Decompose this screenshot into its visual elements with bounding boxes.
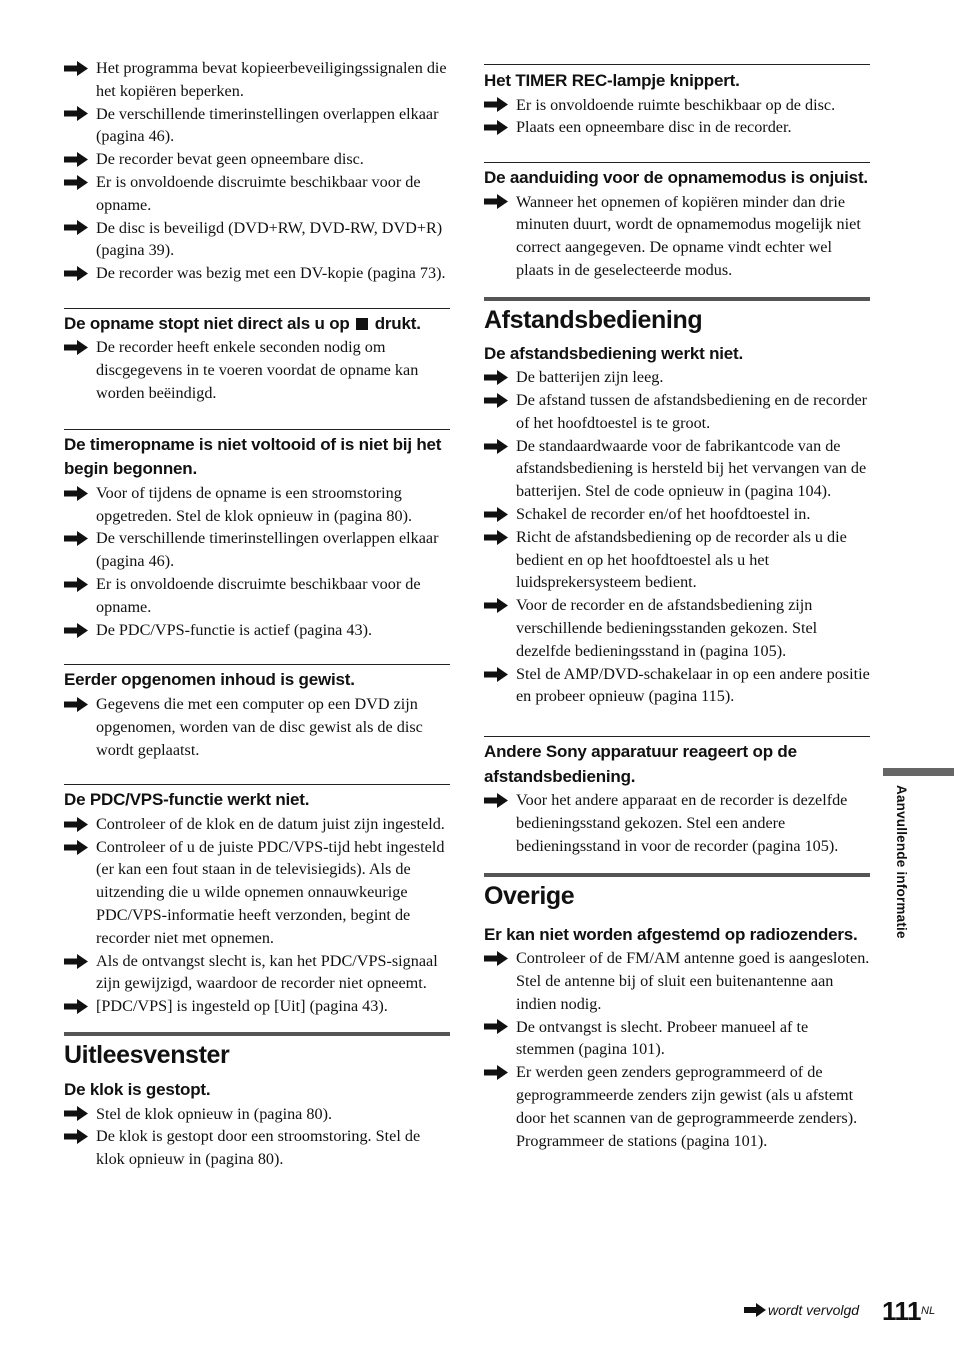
timer-lamp-list	[484, 94, 870, 140]
arrow-icon	[64, 836, 90, 859]
remote-not-working-list	[484, 366, 870, 708]
stop-heading-text-end: drukt.	[374, 313, 421, 333]
sony-equipment-heading: Andere Sony apparatuur reageert op de afstandsbediening.	[484, 736, 870, 789]
list-item	[64, 217, 450, 263]
list-item-text: Het programma bevat kopieerbeveiligingssignalen die het kopiëren beperken.	[96, 59, 447, 100]
remote-section-title: Afstandsbediening	[484, 297, 870, 335]
continued-text: wordt vervolgd	[768, 1302, 860, 1318]
list-item-text: Schakel de recorder en/of het hoofdtoestel in.	[516, 505, 811, 524]
arrow-icon	[744, 1303, 766, 1317]
list-item	[64, 262, 450, 285]
arrow-icon	[64, 171, 90, 194]
stop-heading	[64, 308, 450, 337]
list-item	[484, 789, 870, 857]
list-item-text: De PDC/VPS-functie is actief (pagina 43).	[96, 620, 373, 639]
list-item-text: [PDC/VPS] is ingesteld op [Uit] (pagina 43).	[96, 997, 388, 1016]
continued-note	[744, 1300, 859, 1320]
list-item-text: Richt de afstandsbediening op de recorder als u die bedient en op het hoofdtoestel als u het luidsprekersysteem bedient.	[516, 527, 847, 592]
remote-not-working-heading: De afstandsbediening werkt niet.	[484, 343, 744, 363]
list-item-text: Voor de recorder en de afstandsbediening zijn verschillende bedieningsstanden gekozen. Stel dezelfde bedieningsstand in (pagina 105).	[516, 596, 818, 660]
arrow-icon	[484, 366, 510, 389]
erased-list	[64, 693, 450, 761]
arrow-icon	[64, 148, 90, 171]
arrow-icon	[484, 947, 510, 970]
list-item	[484, 1016, 870, 1062]
list-item	[64, 57, 450, 103]
list-item-text: Gegevens die met een computer op een DVD zijn opgenomen, worden van de disc gewist als de disc wordt geplaatst.	[96, 694, 423, 759]
list-item-text: Als de ontvangst slecht is, kan het PDC/VPS-signaal zijn gewijzigd, waardoor de recorder niet opneemt.	[96, 951, 438, 993]
list-item-text: De batterijen zijn leeg.	[516, 368, 664, 387]
pdc-list	[64, 813, 450, 1018]
stop-square-icon	[356, 318, 368, 330]
arrow-icon	[484, 526, 510, 549]
arrow-icon	[484, 789, 510, 812]
list-item	[64, 573, 450, 619]
list-item	[64, 482, 450, 528]
arrow-icon	[64, 619, 90, 642]
page-number: 111	[882, 1296, 922, 1326]
list-item-text: Stel de AMP/DVD-schakelaar in op een andere positie en probeer opnieuw (pagina 115).	[516, 664, 870, 706]
arrow-icon	[484, 435, 510, 458]
timer-lamp-heading: Het TIMER REC-lampje knippert.	[484, 64, 870, 94]
radio-list	[484, 947, 870, 1152]
sony-equipment-list	[484, 789, 870, 857]
arrow-icon	[64, 217, 90, 240]
list-item-text: De ontvangst is slecht. Probeer manueel af te stemmen (pagina 101).	[516, 1017, 809, 1059]
list-item	[484, 503, 870, 526]
arrow-icon	[64, 57, 90, 80]
list-item	[484, 389, 870, 435]
list-item	[484, 663, 870, 709]
list-item-text: De afstand tussen de afstandsbediening en de recorder of het hoofdtoestel is te groot.	[516, 391, 868, 432]
other-section-title: Overige	[484, 873, 870, 911]
arrow-icon	[64, 103, 90, 126]
list-item-text: Controleer of de FM/AM antenne goed is aangesloten. Stel de antenne bij of sluit een buitenantenne aan indien nodig.	[516, 949, 870, 1013]
stop-heading-text: De opname stopt niet direct als u op	[64, 313, 350, 333]
mode-list	[484, 191, 870, 282]
list-item	[64, 813, 450, 836]
right-column	[484, 0, 870, 1152]
list-item-text: Plaats een opneembare disc in de recorder.	[516, 118, 792, 137]
arrow-icon	[64, 693, 90, 716]
list-item	[64, 1125, 450, 1171]
list-item	[64, 1103, 450, 1126]
list-item	[64, 619, 450, 642]
display-section-title: Uitleesvenster	[64, 1032, 450, 1070]
list-item-text: Controleer of de klok en de datum juist zijn ingesteld.	[96, 814, 445, 833]
arrow-icon	[484, 503, 510, 526]
list-item	[64, 950, 450, 996]
intro-list	[64, 57, 450, 285]
erased-heading: Eerder opgenomen inhoud is gewist.	[64, 664, 450, 693]
timer-incomplete-list	[64, 482, 450, 642]
list-item	[484, 526, 870, 594]
list-item-text: De verschillende timerinstellingen overlappen elkaar (pagina 46).	[96, 529, 439, 571]
arrow-icon	[64, 1103, 90, 1126]
list-item-text: De recorder heeft enkele seconden nodig om discgegevens in te voeren voordat de opname kan worden beëindigd.	[96, 338, 419, 403]
arrow-icon	[484, 389, 510, 412]
list-item	[484, 947, 870, 1015]
list-item-text: Wanneer het opnemen of kopiëren minder dan drie minuten duurt, wordt de opnamemodus mogelijk niet correct aangegeven. De opname vindt echter wel plaats in de geselecteerde modus.	[516, 192, 861, 279]
arrow-icon	[484, 1016, 510, 1039]
list-item	[484, 366, 870, 389]
list-item-text: Voor of tijdens de opname is een stroomstoring opgetreden. Stel de klok opnieuw in (pagina 80).	[96, 483, 413, 525]
list-item	[64, 171, 450, 217]
list-item	[484, 116, 870, 139]
list-item-text: De recorder was bezig met een DV-kopie (pagina 73).	[96, 264, 446, 283]
list-item-text: De recorder bevat geen opneembare disc.	[96, 150, 364, 169]
arrow-icon	[64, 813, 90, 836]
list-item	[64, 995, 450, 1018]
arrow-icon	[64, 527, 90, 550]
list-item-text: Stel de klok opnieuw in (pagina 80).	[96, 1104, 333, 1123]
clock-list	[64, 1103, 450, 1171]
arrow-icon	[64, 336, 90, 359]
page-suffix: NL	[921, 1305, 936, 1317]
list-item-text: Controleer of u de juiste PDC/VPS-tijd hebt ingesteld (er kan een fout staan in de televisiegids). Als de uitzending die u wilde opnemen onnauwkeurige PDC/VPS-informatie heeft verzonden, begint de recorder niet met opnemen.	[96, 837, 445, 947]
list-item-text: Er is onvoldoende discruimte beschikbaar voor de opname.	[96, 172, 421, 214]
list-item	[484, 94, 870, 117]
stop-list	[64, 336, 450, 404]
arrow-icon	[484, 663, 510, 686]
list-item	[64, 148, 450, 171]
left-column	[64, 0, 450, 1171]
arrow-icon	[484, 116, 510, 139]
radio-heading: Er kan niet worden afgestemd op radiozenders.	[484, 924, 858, 944]
list-item-text: De klok is gestopt door een stroomstoring. Stel de klok opnieuw in (pagina 80).	[96, 1127, 421, 1169]
side-tab-label: Aanvullende informatie	[894, 785, 909, 939]
side-tab-bar	[883, 768, 954, 776]
arrow-icon	[484, 191, 510, 214]
timer-incomplete-heading: De timeropname is niet voltooid of is niet bij het begin begonnen.	[64, 429, 450, 482]
arrow-icon	[484, 594, 510, 617]
clock-heading: De klok is gestopt.	[64, 1080, 211, 1099]
list-item-text: Voor het andere apparaat en de recorder is dezelfde bedieningsstand gekozen. Stel een andere bedieningsstand in voor de recorder (pagina 105).	[516, 791, 848, 855]
list-item-text: Er is onvoldoende discruimte beschikbaar voor de opname.	[96, 575, 421, 616]
list-item	[64, 336, 450, 404]
arrow-icon	[64, 262, 90, 285]
list-item	[484, 435, 870, 503]
list-item-text: De standaardwaarde voor de fabrikantcode van de afstandsbediening is hersteld bij het vervangen van de batterijen. Stel de code opnieuw in (pagina 104).	[516, 436, 867, 501]
list-item	[484, 191, 870, 282]
arrow-icon	[64, 995, 90, 1018]
pdc-heading: De PDC/VPS-functie werkt niet.	[64, 784, 450, 813]
list-item	[64, 527, 450, 573]
list-item	[64, 836, 450, 950]
arrow-icon	[484, 94, 510, 117]
list-item-text: De disc is beveiligd (DVD+RW, DVD-RW, DVD+R) (pagina 39).	[96, 218, 443, 260]
list-item	[64, 693, 450, 761]
arrow-icon	[64, 1125, 90, 1148]
arrow-icon	[64, 482, 90, 505]
list-item	[484, 1061, 870, 1152]
arrow-icon	[64, 950, 90, 973]
list-item	[484, 594, 870, 662]
list-item	[64, 103, 450, 149]
list-item-text: Er werden geen zenders geprogrammeerd of de geprogrammeerde zenders zijn gewist (als u afstemt door het scannen van de geprogrammeerde zenders). Programmeer de stations (pagina 101).	[516, 1063, 858, 1150]
arrow-icon	[64, 573, 90, 596]
list-item-text: Er is onvoldoende ruimte beschikbaar op de disc.	[516, 95, 836, 114]
arrow-icon	[484, 1061, 510, 1084]
list-item-text: De verschillende timerinstellingen overlappen elkaar (pagina 46).	[96, 104, 439, 146]
mode-heading: De aanduiding voor de opnamemodus is onjuist.	[484, 162, 870, 191]
